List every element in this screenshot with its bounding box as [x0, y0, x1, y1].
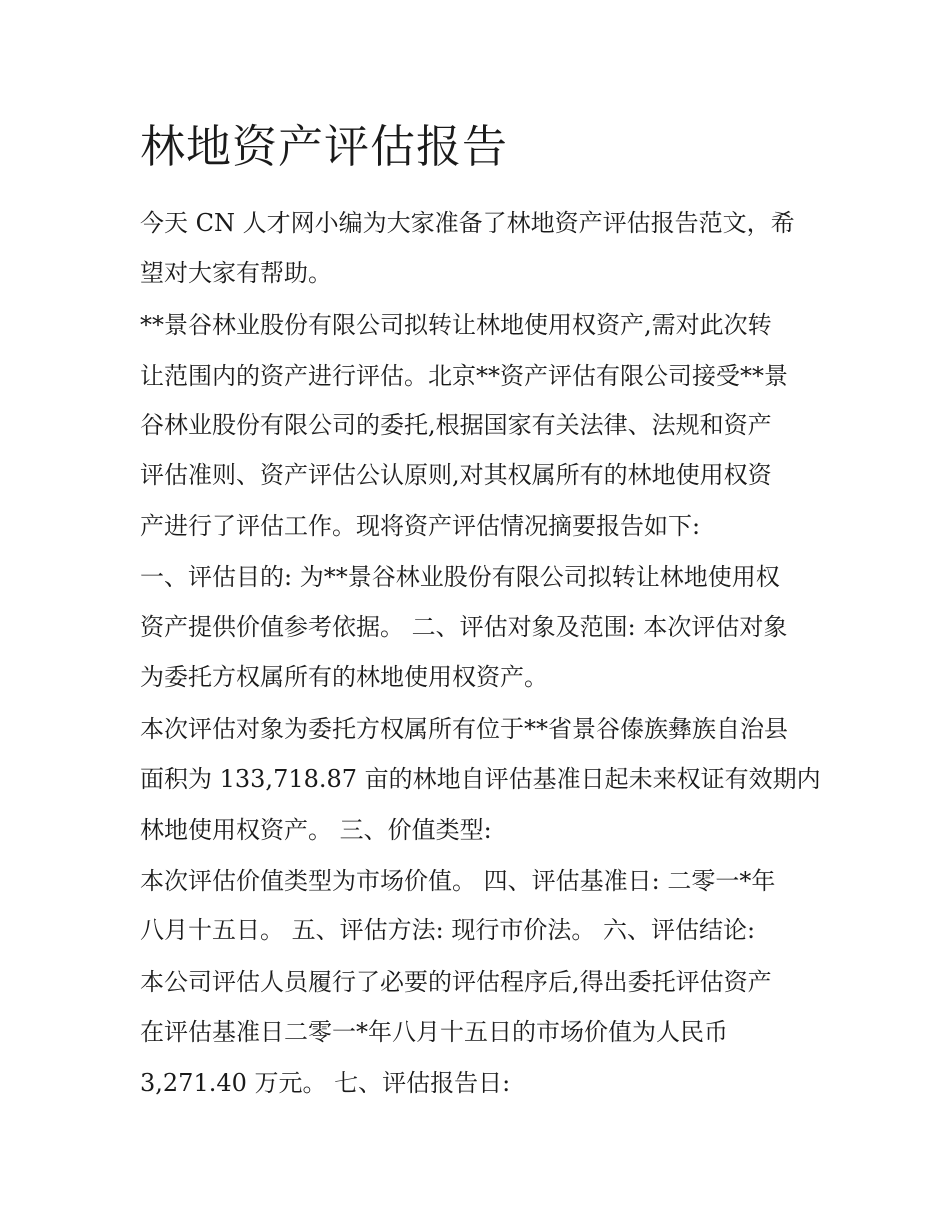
- body-line: 3,271.40 万元。 七、评估报告日:: [140, 1069, 511, 1097]
- body-line: 本公司评估人员履行了必要的评估程序后,得出委托评估资产: [140, 968, 772, 996]
- body-line: 在评估基准日二零一*年八月十五日的市场价值为人民币: [140, 1018, 728, 1046]
- body-line: 谷林业股份有限公司的委托,根据国家有关法律、法规和资产: [140, 411, 772, 439]
- body-line: 本次评估对象为委托方权属所有位于**省景谷傣族彝族自治县: [140, 715, 788, 743]
- body-line: 评估准则、资产评估公认原则,对其权属所有的林地使用权资: [140, 461, 772, 489]
- body-line: 今天 CN 人才网小编为大家准备了林地资产评估报告范文，希: [140, 209, 795, 237]
- document-title: 林地资产评估报告: [140, 120, 509, 173]
- body-line: 八月十五日。 五、评估方法: 现行市价法。 六、评估结论:: [140, 916, 756, 944]
- body-line: 产进行了评估工作。现将资产评估情况摘要报告如下:: [140, 512, 701, 540]
- body-line: **景谷林业股份有限公司拟转让林地使用权资产,需对此次转: [140, 311, 772, 339]
- body-line: 资产提供价值参考依据。 二、评估对象及范围: 本次评估对象: [140, 613, 788, 641]
- body-line: 让范围内的资产进行评估。北京**资产评估有限公司接受**景: [140, 362, 788, 390]
- body-line: 本次评估价值类型为市场价值。 四、评估基准日: 二零一*年: [140, 867, 776, 895]
- body-line: 为委托方权属所有的林地使用权资产。: [140, 663, 548, 691]
- body-line: 面积为 133,718.87 亩的林地自评估基准日起未来权证有效期内: [140, 765, 821, 793]
- body-line: 一、评估目的: 为**景谷林业股份有限公司拟转让林地使用权: [140, 563, 780, 591]
- body-line: 林地使用权资产。 三、价值类型:: [140, 816, 492, 844]
- body-line: 望对大家有帮助。: [140, 259, 332, 287]
